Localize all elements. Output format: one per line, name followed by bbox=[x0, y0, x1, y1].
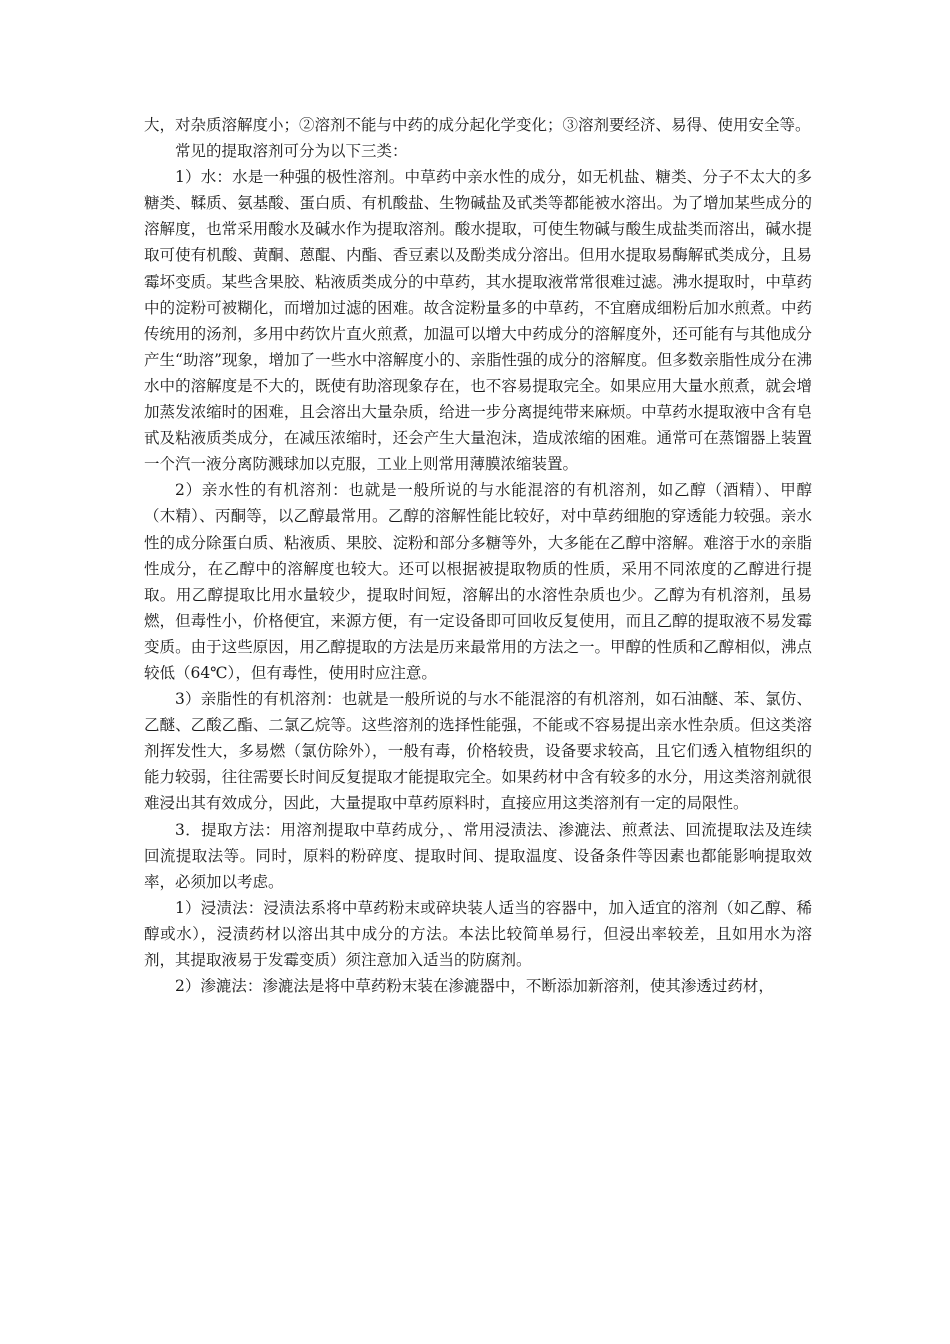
paragraph-extraction-methods: 3．提取方法：用溶剂提取中草药成分，、常用浸渍法、渗漉法、煎煮法、回流提取法及连续回流提取法等。同时，原料的粉碎度、提取时间、提取温度、设备条件等因素也都能影响提取效率，必须加以考虑。 bbox=[144, 820, 812, 891]
paragraph-percolation-method: 2）渗漉法：渗漉法是将中草药粉末装在渗漉器中，不断添加新溶剂，使其渗透过药材， bbox=[175, 977, 774, 996]
paragraph-hydrophilic-organic-solvent: 2）亲水性的有机溶剂：也就是一般所说的与水能混溶的有机溶剂，如乙醇（酒精）、甲醇（木精）、丙酮等，以乙醇最常用。乙醇的溶解性能比较好，对中草药细胞的穿透能力较强。亲水性的成分除蛋白质、粘液质、果胶、淀粉和部分多糖等外，大多能在乙醇中溶解。难溶于水的亲脂性成分，在乙醇中的溶解度也较大。还可以根据被提取物质的性质，采用不同浓度的乙醇进行提取。用乙醇提取比用水量较少，提取时间短，溶解出的水溶性杂质也少。乙醇为有机溶剂，虽易燃，但毒性小，价格便宜，来源方便，有一定设备即可回收反复使用，而且乙醇的提取液不易发霉变质。由于这些原因，用乙醇提取的方法是历来最常用的方法之一。甲醇的性质和乙醇相似，沸点较低（64℃），但有毒性，使用时应注意。 bbox=[144, 481, 812, 682]
document-body bbox=[144, 112, 812, 999]
paragraph-continuation: 大，对杂质溶解度小；②溶剂不能与中药的成分起化学变化；③溶剂要经济、易得、使用安全等。 bbox=[144, 116, 811, 134]
paragraph-maceration-method: 1）浸渍法：浸渍法系将中草药粉末或碎块装人适当的容器中，加入适宜的溶剂（如乙醇、稀醇或水），浸渍药材以溶出其中成分的方法。本法比较简单易行，但浸出率较差，且如用水为溶剂，其提取液易于发霉变质）须注意加入适当的防腐剂。 bbox=[144, 898, 812, 969]
paragraph-water-solvent: 1）水：水是一种强的极性溶剂。中草药中亲水性的成分，如无机盐、糖类、分子不太大的多糖类、鞣质、氨基酸、蛋白质、有机酸盐、生物碱盐及甙类等都能被水溶出。为了增加某些成分的溶解度，也常采用酸水及碱水作为提取溶剂。酸水提取，可使生物碱与酸生成盐类而溶出，碱水提取可使有机酸、黄酮、蒽醌、内酯、香豆素以及酚类成分溶出。但用水提取易酶解甙类成分，且易霉坏变质。某些含果胶、粘液质类成分的中草药，其水提取液常常很难过滤。沸水提取时，中草药中的淀粉可被糊化，而增加过滤的困难。故含淀粉量多的中草药，不宜磨成细粉后加水煎煮。中药传统用的汤剂，多用中药饮片直火煎煮，加温可以增大中药成分的溶解度外，还可能有与其他成分产生“助溶”现象，增加了一些水中溶解度小的、亲脂性强的成分的溶解度。但多数亲脂性成分在沸水中的溶解度是不大的，既使有助溶现象存在，也不容易提取完全。如果应用大量水煎煮，就会增加蒸发浓缩时的困难，且会溶出大量杂质，给进一步分离提纯带来麻烦。中草药水提取液中含有皂甙及粘液质类成分，在减压浓缩时，还会产生大量泡沫，造成浓缩的困难。通常可在蒸馏器上装置一个汽一液分离防溅球加以克服，工业上则常用薄膜浓缩装置。 bbox=[144, 168, 812, 474]
paragraph-lipophilic-organic-solvent: 3）亲脂性的有机溶剂：也就是一般所说的与水不能混溶的有机溶剂，如石油醚、苯、氯仿、乙醚、乙酸乙酯、二氯乙烷等。这些溶剂的选择性能强，不能或不容易提出亲水性杂质。但这类溶剂挥发性大，多易燃（氯仿除外），一般有毒，价格较贵，设备要求较高，且它们透入植物组织的能力较弱，往往需要长时间反复提取才能提取完全。如果药材中含有较多的水分，用这类溶剂就很难浸出其有效成分，因此，大量提取中草药原料时，直接应用这类溶剂有一定的局限性。 bbox=[144, 690, 812, 813]
paragraph-solvent-categories-intro: 常见的提取溶剂可分为以下三类： bbox=[175, 142, 408, 161]
